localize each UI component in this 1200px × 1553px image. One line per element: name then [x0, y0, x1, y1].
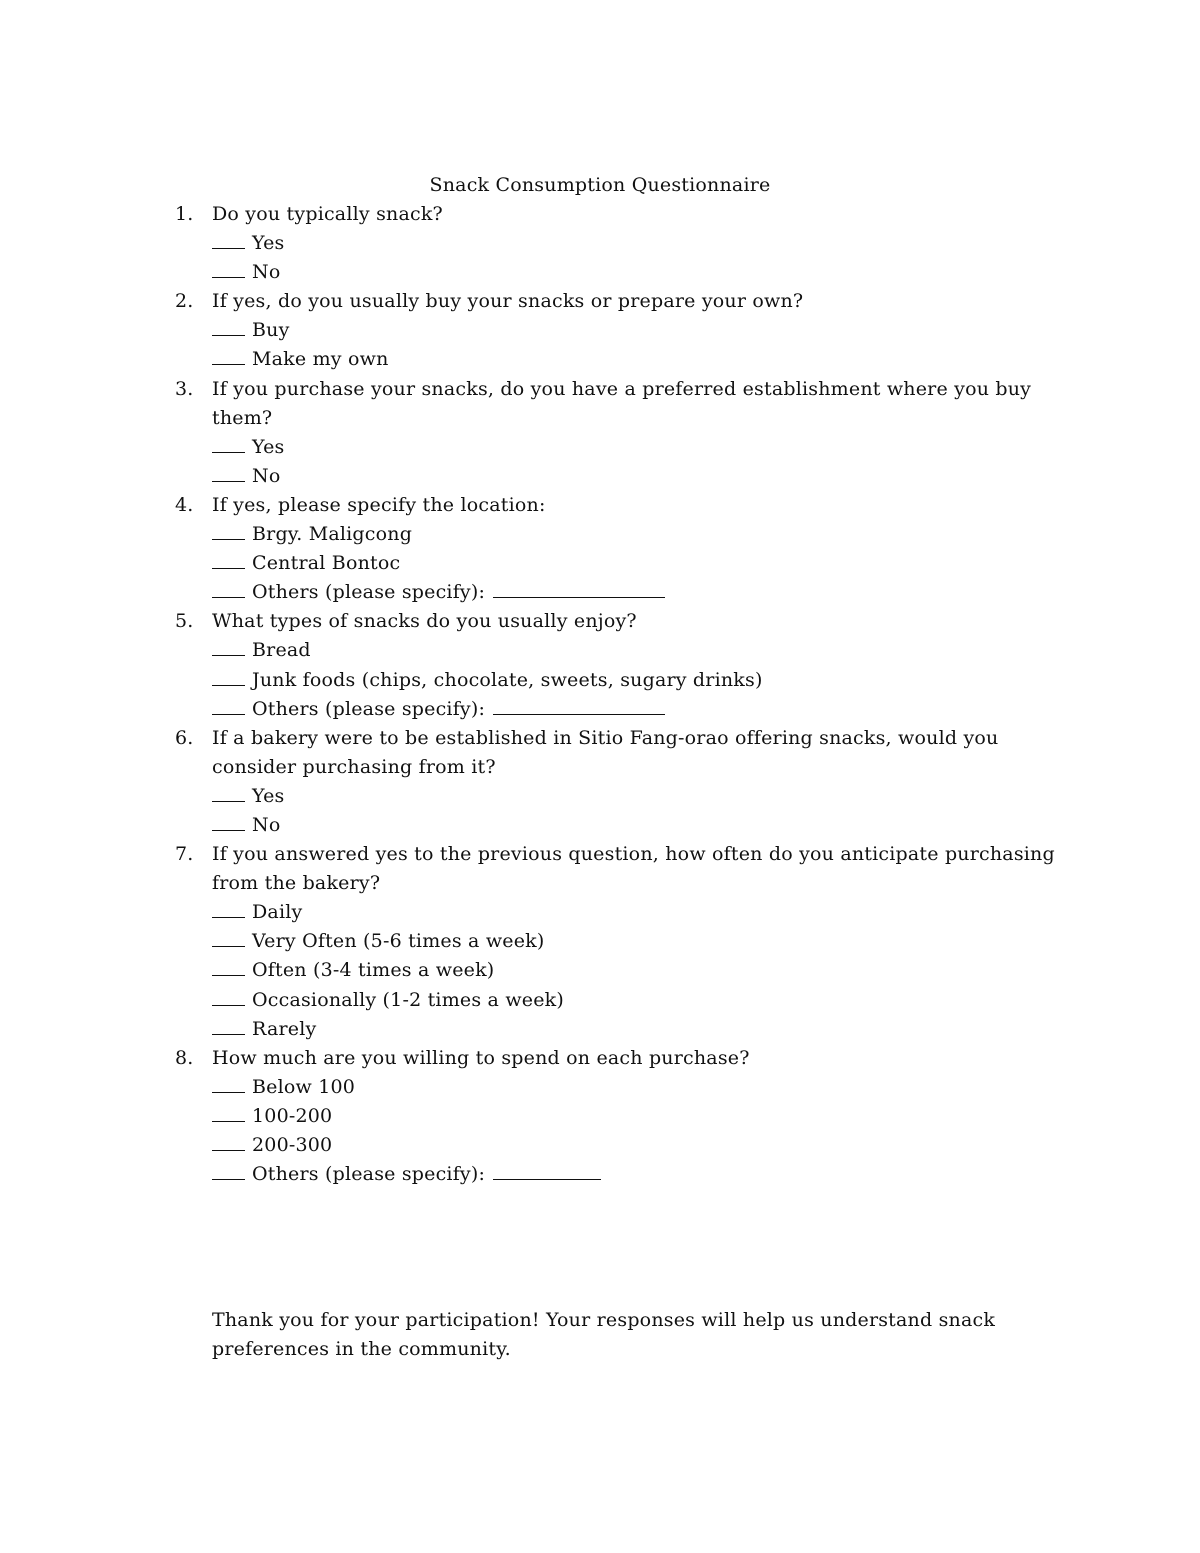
option-daily[interactable]	[212, 898, 1075, 927]
question-number: 1.	[175, 203, 194, 225]
answer-blank[interactable]	[212, 929, 245, 947]
option-label: No	[252, 261, 281, 284]
option-yes[interactable]	[212, 433, 1075, 462]
question-list	[175, 200, 1075, 1189]
question-number: 8.	[175, 1046, 194, 1069]
answer-blank[interactable]	[212, 231, 245, 249]
option-label: Yes	[252, 232, 285, 255]
answer-blank[interactable]	[212, 988, 245, 1006]
question-1	[175, 200, 1075, 287]
question-text: If you purchase your snacks, do you have a preferred establishment where you buy them?	[212, 377, 1032, 429]
specify-field[interactable]	[493, 580, 665, 598]
specify-field[interactable]	[493, 1162, 601, 1180]
option-others[interactable]	[212, 695, 1075, 724]
option-make-my-own[interactable]	[212, 345, 1075, 374]
option-no[interactable]	[212, 258, 1075, 287]
option-central-bontoc[interactable]	[212, 549, 1075, 578]
answer-blank[interactable]	[212, 260, 245, 278]
option-label: Occasionally (1-2 times a week)	[252, 988, 564, 1011]
option-others[interactable]	[212, 1160, 1075, 1189]
option-label: Yes	[252, 435, 285, 458]
answer-blank[interactable]	[212, 638, 245, 656]
question-7	[175, 840, 1075, 1044]
answer-blank[interactable]	[212, 900, 245, 918]
question-number: 3.	[175, 377, 194, 400]
question-6	[175, 724, 1075, 840]
option-occasionally[interactable]	[212, 986, 1075, 1015]
question-3	[175, 375, 1075, 491]
option-label: Central Bontoc	[252, 552, 401, 575]
question-5	[175, 607, 1075, 723]
answer-blank[interactable]	[212, 551, 245, 569]
question-number: 5.	[175, 610, 194, 633]
question-text: What types of snacks do you usually enjoy?	[212, 610, 637, 633]
option-no[interactable]	[212, 811, 1075, 840]
question-text: Do you typically snack?	[212, 203, 443, 225]
question-text: If yes, do you usually buy your snacks or prepare your own?	[212, 290, 804, 313]
answer-blank[interactable]	[212, 347, 245, 365]
option-label: Below 100	[252, 1075, 356, 1098]
option-often[interactable]	[212, 956, 1075, 985]
option-no[interactable]	[212, 462, 1075, 491]
answer-blank[interactable]	[212, 580, 245, 598]
answer-blank[interactable]	[212, 464, 245, 482]
option-label: Others (please specify):	[252, 581, 486, 604]
specify-field[interactable]	[493, 697, 665, 715]
question-2	[175, 287, 1075, 374]
document-title: Snack Consumption Questionnaire	[429, 174, 771, 196]
option-label: No	[252, 464, 281, 487]
option-label: Bread	[252, 639, 311, 662]
option-label: Rarely	[252, 1017, 317, 1040]
answer-blank[interactable]	[212, 1104, 245, 1122]
option-label: Junk foods (chips, chocolate, sweets, sugary drinks)	[252, 668, 763, 691]
question-text: If yes, please specify the location:	[212, 493, 546, 516]
option-label: Buy	[252, 319, 290, 342]
option-others[interactable]	[212, 578, 1075, 607]
question-number: 4.	[175, 493, 194, 516]
answer-blank[interactable]	[212, 1075, 245, 1093]
option-yes[interactable]	[212, 229, 1075, 258]
answer-blank[interactable]	[212, 318, 245, 336]
answer-blank[interactable]	[212, 1017, 245, 1035]
option-bread[interactable]	[212, 636, 1075, 665]
option-junk-foods[interactable]	[212, 666, 1075, 695]
option-label: Often (3-4 times a week)	[252, 959, 495, 982]
question-number: 6.	[175, 726, 194, 749]
option-label: 200-300	[252, 1134, 333, 1156]
option-label: Very Often (5-6 times a week)	[252, 930, 545, 953]
option-buy[interactable]	[212, 316, 1075, 345]
option-label: 100-200	[252, 1104, 333, 1127]
option-label: Make my own	[252, 348, 389, 371]
option-label: Others (please specify):	[252, 697, 486, 720]
question-text: If you answered yes to the previous question, how often do you anticipate purchasing from the bakery?	[212, 843, 1055, 895]
option-rarely[interactable]	[212, 1015, 1075, 1044]
option-label: Brgy. Maligcong	[252, 523, 413, 546]
question-4	[175, 491, 1075, 607]
answer-blank[interactable]	[212, 784, 245, 802]
option-label: Others (please specify):	[252, 1163, 486, 1186]
answer-blank[interactable]	[212, 668, 245, 686]
option-200-300[interactable]	[212, 1131, 1075, 1160]
question-text: If a bakery were to be established in Sitio Fang-orao offering snacks, would you consider purchasing from it?	[212, 726, 999, 778]
option-100-200[interactable]	[212, 1102, 1075, 1131]
question-text: How much are you willing to spend on each purchase?	[212, 1046, 750, 1069]
answer-blank[interactable]	[212, 435, 245, 453]
answer-blank[interactable]	[212, 958, 245, 976]
option-very-often[interactable]	[212, 927, 1075, 956]
question-number: 2.	[175, 290, 194, 313]
option-label: Daily	[252, 901, 303, 924]
option-below-100[interactable]	[212, 1073, 1075, 1102]
question-number: 7.	[175, 843, 194, 866]
question-8	[175, 1044, 1075, 1189]
option-label: No	[252, 813, 281, 836]
answer-blank[interactable]	[212, 1162, 245, 1180]
closing-note: Thank you for your participation! Your responses will help us understand snack preferences in the community.	[212, 1309, 996, 1360]
answer-blank[interactable]	[212, 1133, 245, 1151]
option-yes[interactable]	[212, 782, 1075, 811]
option-label: Yes	[252, 784, 285, 807]
answer-blank[interactable]	[212, 813, 245, 831]
answer-blank[interactable]	[212, 522, 245, 540]
answer-blank[interactable]	[212, 697, 245, 715]
option-brgy-maligcong[interactable]	[212, 520, 1075, 549]
